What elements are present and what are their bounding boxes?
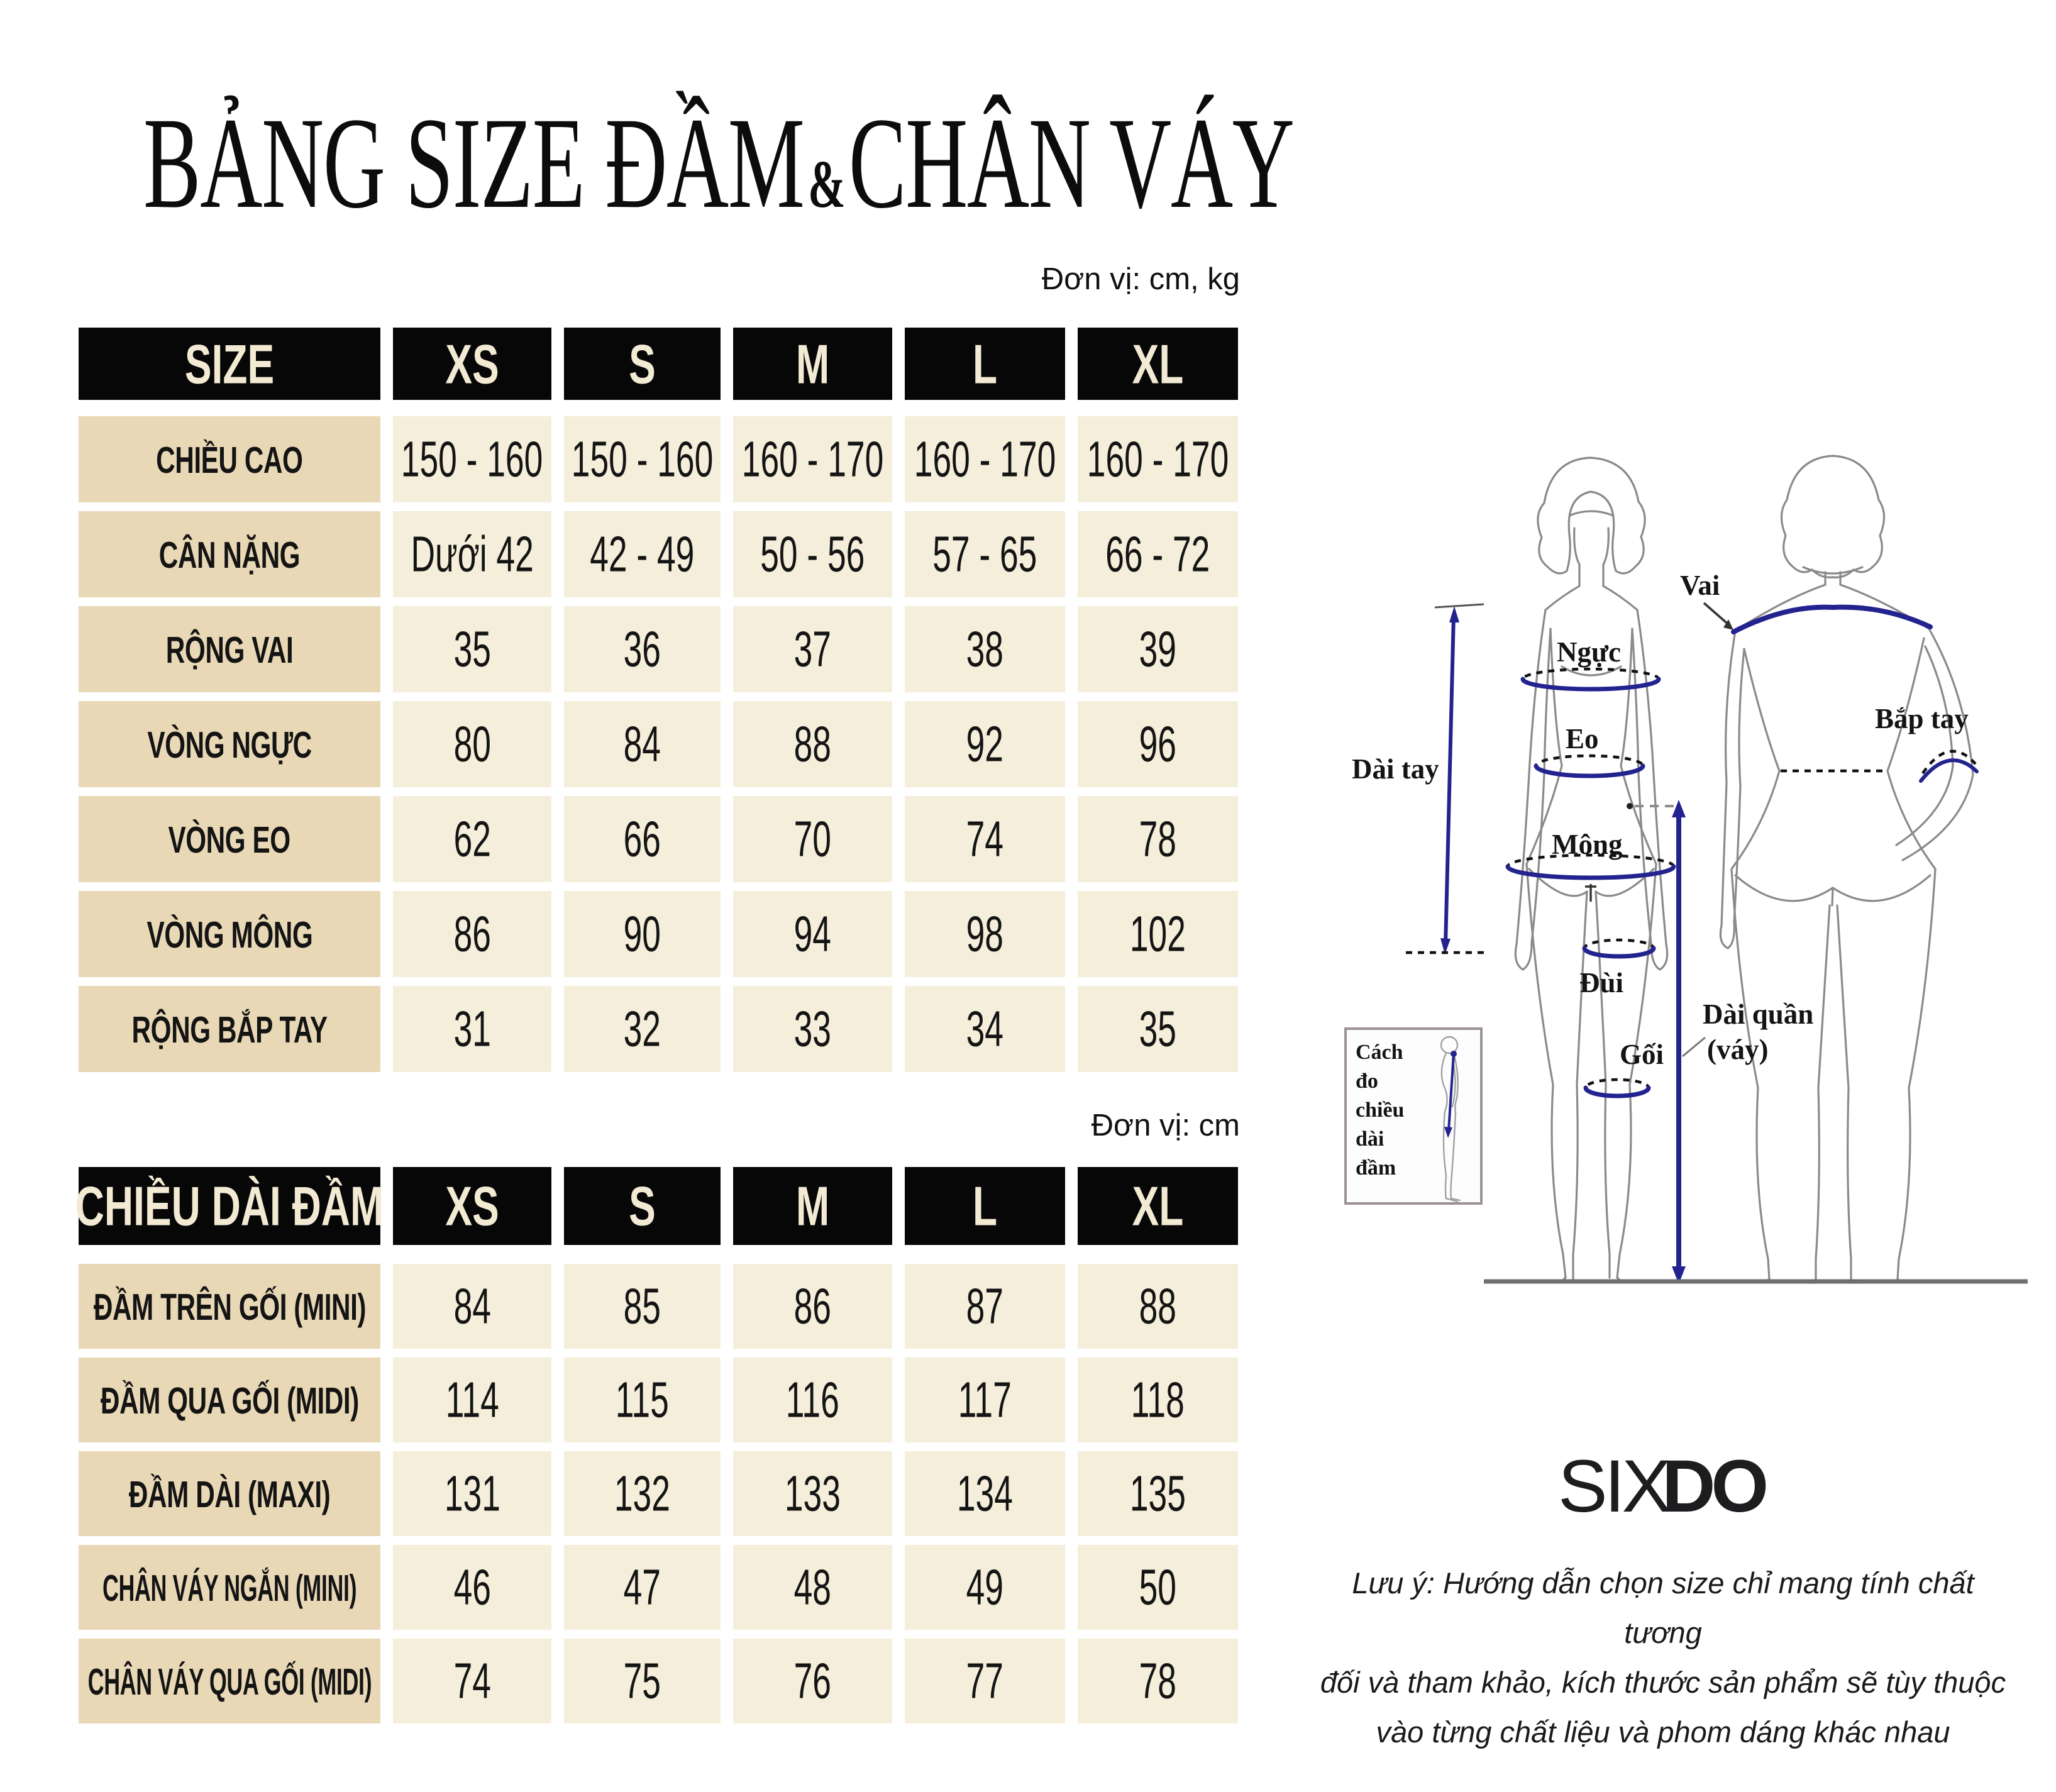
length-table-header-cell: L — [905, 1167, 1065, 1245]
value-cell: 75 — [564, 1639, 721, 1723]
length-table-header-cell: S — [564, 1167, 721, 1245]
value-cell: 88 — [1078, 1264, 1238, 1349]
label-dai-quan-line2: (váy) — [1707, 1034, 1769, 1065]
value-cell: 86 — [733, 1264, 892, 1349]
value-cell: Dưới 42 — [393, 511, 551, 597]
value-cell: 92 — [905, 701, 1065, 787]
label-eo: Eo — [1566, 723, 1599, 755]
length-table-header — [75, 1167, 1238, 1245]
page-title-main: BẢNG SIZE ĐẦM — [143, 91, 804, 235]
page-title-ampersand: & — [808, 147, 845, 222]
row-label-cell: CHÂN VÁY NGẮN (MINI) — [79, 1545, 380, 1630]
value-cell: 102 — [1078, 891, 1238, 977]
value-cell: 86 — [393, 891, 551, 977]
brand-logo-six: SIX — [1558, 1445, 1669, 1528]
value-cell: 80 — [393, 701, 551, 787]
value-cell: 135 — [1078, 1451, 1238, 1536]
value-cell: 78 — [1078, 796, 1238, 882]
value-cell: 160 - 170 — [733, 416, 892, 502]
value-cell: 116 — [733, 1358, 892, 1442]
value-cell: 74 — [393, 1639, 551, 1723]
row-label-cell: RỘNG VAI — [79, 606, 380, 692]
value-cell: 87 — [905, 1264, 1065, 1349]
value-cell: 76 — [733, 1639, 892, 1723]
label-bap-tay: Bắp tay — [1875, 703, 1969, 734]
row-label-cell: ĐẦM TRÊN GỐI (MINI) — [79, 1264, 380, 1349]
value-cell: 90 — [564, 891, 721, 977]
footnote-line: đối và tham khảo, kích thước sản phẩm sẽ tùy thuộc — [1320, 1666, 2006, 1699]
size-table-header-cell: M — [733, 328, 892, 400]
value-cell: 114 — [393, 1358, 551, 1442]
length-table-body — [79, 1264, 1238, 1723]
label-nguc: Ngực — [1557, 636, 1621, 668]
size-table-header-cell: XS — [393, 328, 551, 400]
value-cell: 33 — [733, 986, 892, 1072]
label-vai: Vai — [1680, 570, 1720, 601]
value-cell: 96 — [1078, 701, 1238, 787]
row-label-cell: CHÂN VÁY QUA GỐI (MIDI) — [79, 1639, 380, 1723]
value-cell: 38 — [905, 606, 1065, 692]
row-label-cell: CÂN NẶNG — [79, 511, 380, 597]
value-cell: 62 — [393, 796, 551, 882]
value-cell: 34 — [905, 986, 1065, 1072]
value-cell: 134 — [905, 1451, 1065, 1536]
footnote-line: Lưu ý: Hướng dẫn chọn size chỉ mang tính chất tương — [1352, 1566, 1974, 1649]
value-cell: 160 - 170 — [905, 416, 1065, 502]
label-dui: Đùi — [1579, 967, 1624, 998]
front-figure-sketch — [1515, 458, 1667, 1281]
value-cell: 115 — [564, 1358, 721, 1442]
size-table-header — [79, 328, 1238, 400]
value-cell: 118 — [1078, 1358, 1238, 1442]
label-mong: Mông — [1552, 829, 1623, 860]
value-cell: 150 - 160 — [564, 416, 721, 502]
size-table-header-cell: S — [564, 328, 721, 400]
inset-line5: đầm — [1356, 1156, 1396, 1180]
value-cell: 77 — [905, 1639, 1065, 1723]
value-cell: 74 — [905, 796, 1065, 882]
value-cell: 57 - 65 — [905, 511, 1065, 597]
size-table-body — [79, 416, 1238, 1072]
value-cell: 133 — [733, 1451, 892, 1536]
label-dai-quan-line1: Dài quần — [1703, 998, 1814, 1030]
value-cell: 50 - 56 — [733, 511, 892, 597]
row-label-cell: RỘNG BẮP TAY — [79, 986, 380, 1072]
value-cell: 35 — [1078, 986, 1238, 1072]
value-cell: 50 — [1078, 1545, 1238, 1630]
value-cell: 117 — [905, 1358, 1065, 1442]
value-cell: 98 — [905, 891, 1065, 977]
value-cell: 94 — [733, 891, 892, 977]
size-table-header-cell: XL — [1078, 328, 1238, 400]
row-label-cell: VÒNG MÔNG — [79, 891, 380, 977]
value-cell: 84 — [393, 1264, 551, 1349]
value-cell: 160 - 170 — [1078, 416, 1238, 502]
footnote-line: vào từng chất liệu và phom dáng khác nhau — [1376, 1715, 1950, 1749]
value-cell: 78 — [1078, 1639, 1238, 1723]
label-dai-tay: Dài tay — [1352, 753, 1439, 785]
unit-note-bottom: Đơn vị: cm — [1091, 1109, 1240, 1142]
size-table-header-cell: SIZE — [79, 328, 380, 400]
length-table-header-cell: M — [733, 1167, 892, 1245]
unit-note-top: Đơn vị: cm, kg — [1041, 262, 1240, 296]
dress-length-inset — [1346, 1029, 1481, 1203]
page-title-tail: CHÂN VÁY — [848, 91, 1294, 235]
value-cell: 70 — [733, 796, 892, 882]
brand-logo — [1558, 1444, 1764, 1529]
footnote — [1314, 1558, 2012, 1757]
page-title — [143, 88, 1294, 238]
value-cell: 84 — [564, 701, 721, 787]
value-cell: 49 — [905, 1545, 1065, 1630]
value-cell: 88 — [733, 701, 892, 787]
value-cell: 31 — [393, 986, 551, 1072]
value-cell: 66 - 72 — [1078, 511, 1238, 597]
value-cell: 35 — [393, 606, 551, 692]
value-cell: 150 - 160 — [393, 416, 551, 502]
value-cell: 36 — [564, 606, 721, 692]
length-table-header-cell: XL — [1078, 1167, 1238, 1245]
inset-line4: dài — [1356, 1127, 1384, 1151]
inset-line1: Cách — [1356, 1041, 1403, 1064]
value-cell: 48 — [733, 1545, 892, 1630]
value-cell: 42 - 49 — [564, 511, 721, 597]
value-cell: 85 — [564, 1264, 721, 1349]
length-table-header-cell: CHIỀU DÀI ĐẦM — [79, 1167, 380, 1245]
row-label-cell: ĐẦM DÀI (MAXI) — [79, 1451, 380, 1536]
value-cell: 132 — [564, 1451, 721, 1536]
size-table-header-cell: L — [905, 328, 1065, 400]
measurement-diagram — [1295, 421, 2037, 1364]
value-cell: 131 — [393, 1451, 551, 1536]
row-label-cell: CHIỀU CAO — [79, 416, 380, 502]
length-table-header-cell: XS — [393, 1167, 551, 1245]
inset-line2: đo — [1356, 1070, 1378, 1093]
back-figure-sketch — [1720, 456, 1973, 1283]
brand-logo-do: DO — [1662, 1445, 1765, 1528]
value-cell: 66 — [564, 796, 721, 882]
value-cell: 39 — [1078, 606, 1238, 692]
row-label-cell: ĐẦM QUA GỐI (MIDI) — [79, 1358, 380, 1442]
value-cell: 32 — [564, 986, 721, 1072]
row-label-cell: VÒNG NGỰC — [79, 701, 380, 787]
row-label-cell: VÒNG EO — [79, 796, 380, 882]
value-cell: 47 — [564, 1545, 721, 1630]
value-cell: 37 — [733, 606, 892, 692]
label-goi: Gối — [1620, 1039, 1664, 1070]
value-cell: 46 — [393, 1545, 551, 1630]
inset-line3: chiều — [1356, 1098, 1405, 1122]
